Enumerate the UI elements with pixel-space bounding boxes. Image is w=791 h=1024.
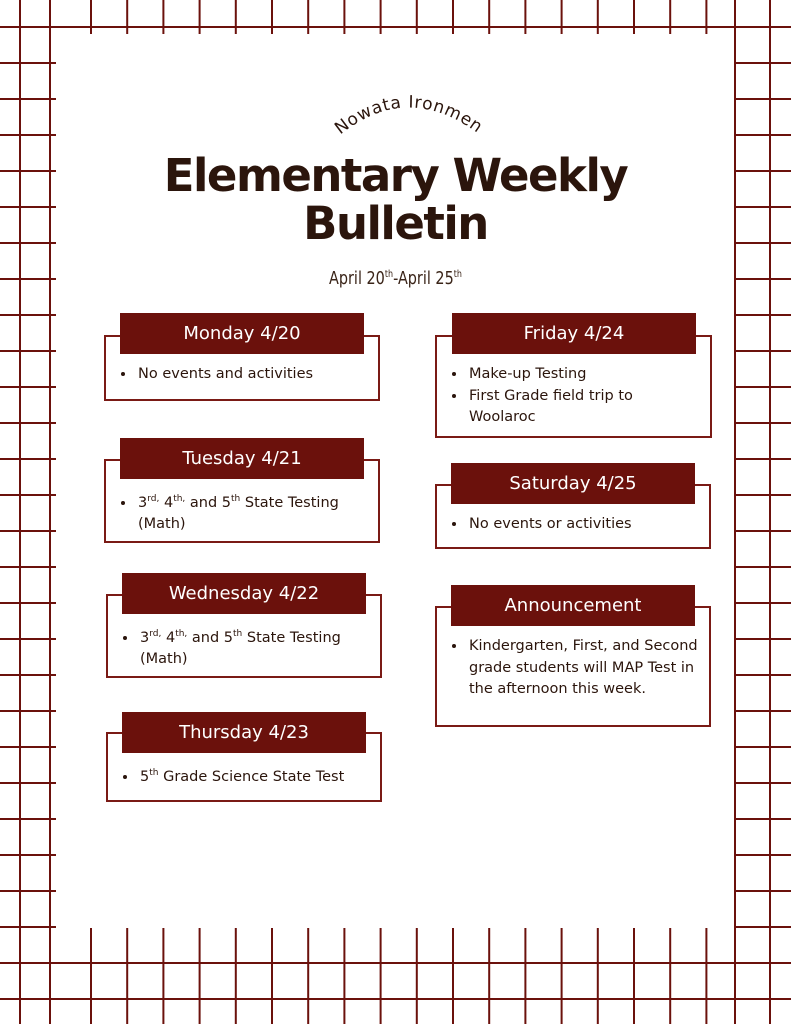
list-item — [467, 636, 703, 701]
list-item — [136, 489, 372, 536]
start-date-suffix: th — [384, 269, 394, 280]
card-heading: Tuesday 4/21 — [120, 438, 364, 479]
card-heading: Wednesday 4/22 — [122, 573, 366, 614]
card-list — [441, 636, 703, 701]
card-heading: Monday 4/20 — [120, 313, 364, 354]
title-line-1: Elementary Weekly — [163, 149, 628, 202]
ordinal-suffix: th — [149, 768, 159, 778]
item-text: 5 — [140, 768, 150, 785]
item-text: Grade Science State Test — [158, 768, 345, 785]
svg-text:Nowata Ironmen — [331, 92, 486, 138]
ordinal-suffix: th, — [175, 629, 188, 639]
card-list — [112, 763, 374, 788]
item-text: 4 — [161, 629, 176, 646]
title-line-2: Bulletin — [303, 197, 488, 250]
item-text: 3 — [140, 629, 150, 646]
item-text: 4 — [159, 494, 174, 511]
card-list — [112, 624, 374, 671]
card-heading: Thursday 4/23 — [122, 712, 366, 753]
list-item — [467, 514, 703, 536]
card-heading: Announcement — [451, 585, 695, 626]
item-text: and 5 — [185, 494, 232, 511]
item-text: Make-up Testing — [469, 366, 587, 382]
page-title — [0, 149, 791, 250]
ordinal-suffix: th — [233, 629, 243, 639]
card-list — [110, 364, 372, 386]
item-text: No events or activities — [469, 516, 632, 532]
list-item — [467, 364, 703, 386]
date-range — [79, 268, 712, 289]
card-heading: Saturday 4/25 — [451, 463, 695, 504]
ordinal-suffix: th, — [173, 494, 186, 504]
item-text: 3 — [138, 494, 148, 511]
item-text: First Grade field trip to Woolaroc — [469, 387, 633, 425]
item-text: No events and activities — [138, 366, 314, 382]
card-heading: Friday 4/24 — [452, 313, 696, 354]
ordinal-suffix: rd, — [149, 629, 162, 639]
list-item — [136, 364, 372, 386]
item-text: and 5 — [187, 629, 234, 646]
ordinal-suffix: th — [231, 494, 241, 504]
ordinal-suffix: rd, — [147, 494, 160, 504]
card-list — [441, 364, 703, 429]
card-list — [441, 514, 703, 536]
kicker-text: Nowata Ironmen — [331, 92, 486, 139]
card-list — [110, 489, 372, 536]
item-text: State Testing (Math) — [140, 629, 341, 668]
end-date: -April 25 — [393, 268, 454, 289]
list-item — [138, 763, 374, 788]
item-text: Kindergarten, First, and Second grade students will MAP Test in the afternoon this week. — [469, 638, 698, 697]
start-date: April 20 — [329, 268, 385, 289]
list-item — [467, 386, 703, 429]
list-item — [138, 624, 374, 671]
school-name — [320, 80, 490, 150]
item-text: State Testing (Math) — [138, 494, 339, 533]
end-date-suffix: th — [453, 269, 462, 280]
